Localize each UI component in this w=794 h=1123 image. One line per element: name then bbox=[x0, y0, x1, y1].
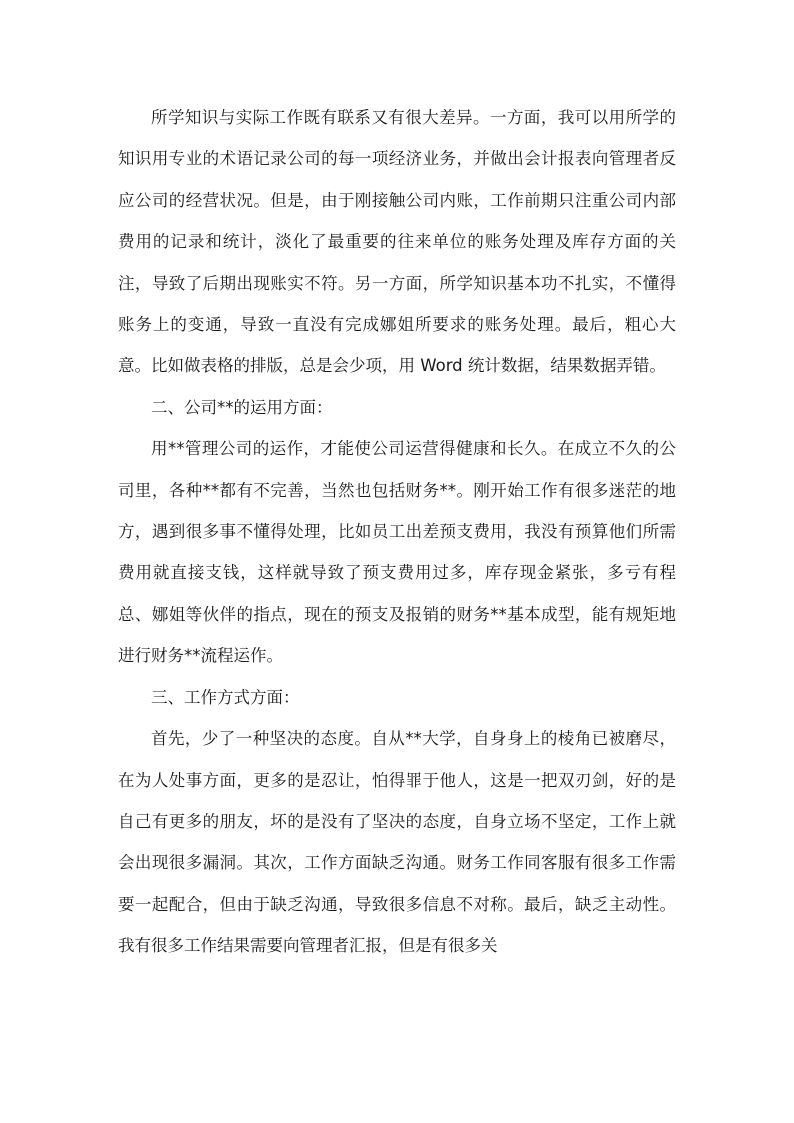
document-body bbox=[118, 97, 676, 967]
paragraph-company-management: 用**管理公司的运作，才能使公司运营得健康和长久。在成立不久的公司里，各种**都有不完善，当然也包括财务**。刚开始工作有很多迷茫的地方，遇到很多事不懂得处理，比如员工出差预支费用，我没有预算他们所需费用就直接支钱，这样就导致了预支费用过多，库存现金紧张，多亏有程总、娜姐等伙伴的指点，现在的预支及报销的财务**基本成型，能有规矩地进行财务**流程运作。 bbox=[118, 439, 676, 666]
section-heading-company-usage: 二、公司**的运用方面： bbox=[151, 397, 333, 417]
section-heading-work-style: 三、工作方式方面： bbox=[151, 687, 300, 707]
paragraph-work-style: 首先，少了一种坚决的态度。自从**大学，自身身上的棱角已被磨尽，在为人处事方面，更多的是忍让，怕得罪于他人，这是一把双刃剑，好的是自己有更多的朋友，坏的是没有了坚决的态度，自身立场不坚定，工作上就会出现很多漏洞。其次，工作方面缺乏沟通。财务工作同客服有很多工作需要一起配合，但由于缺乏沟通，导致很多信息不对称。最后，缺乏主动性。我有很多工作结果需要向管理者汇报，但是有很多关 bbox=[118, 729, 676, 956]
paragraph-knowledge-vs-work: 所学知识与实际工作既有联系又有很大差异。一方面，我可以用所学的知识用专业的术语记录公司的每一项经济业务，并做出会计报表向管理者反应公司的经营状况。但是，由于刚接触公司内账，工作前期只注重公司内部费用的记录和统计，淡化了最重要的往来单位的账务处理及库存方面的关注，导致了后期出现账实不符。另一方面，所学知识基本功不扎实，不懂得账务上的变通，导致一直没有完成娜姐所要求的账务处理。最后，粗心大意。比如做表格的排版，总是会少项，用 Word 统计数据，结果数据弄错。 bbox=[118, 108, 676, 376]
